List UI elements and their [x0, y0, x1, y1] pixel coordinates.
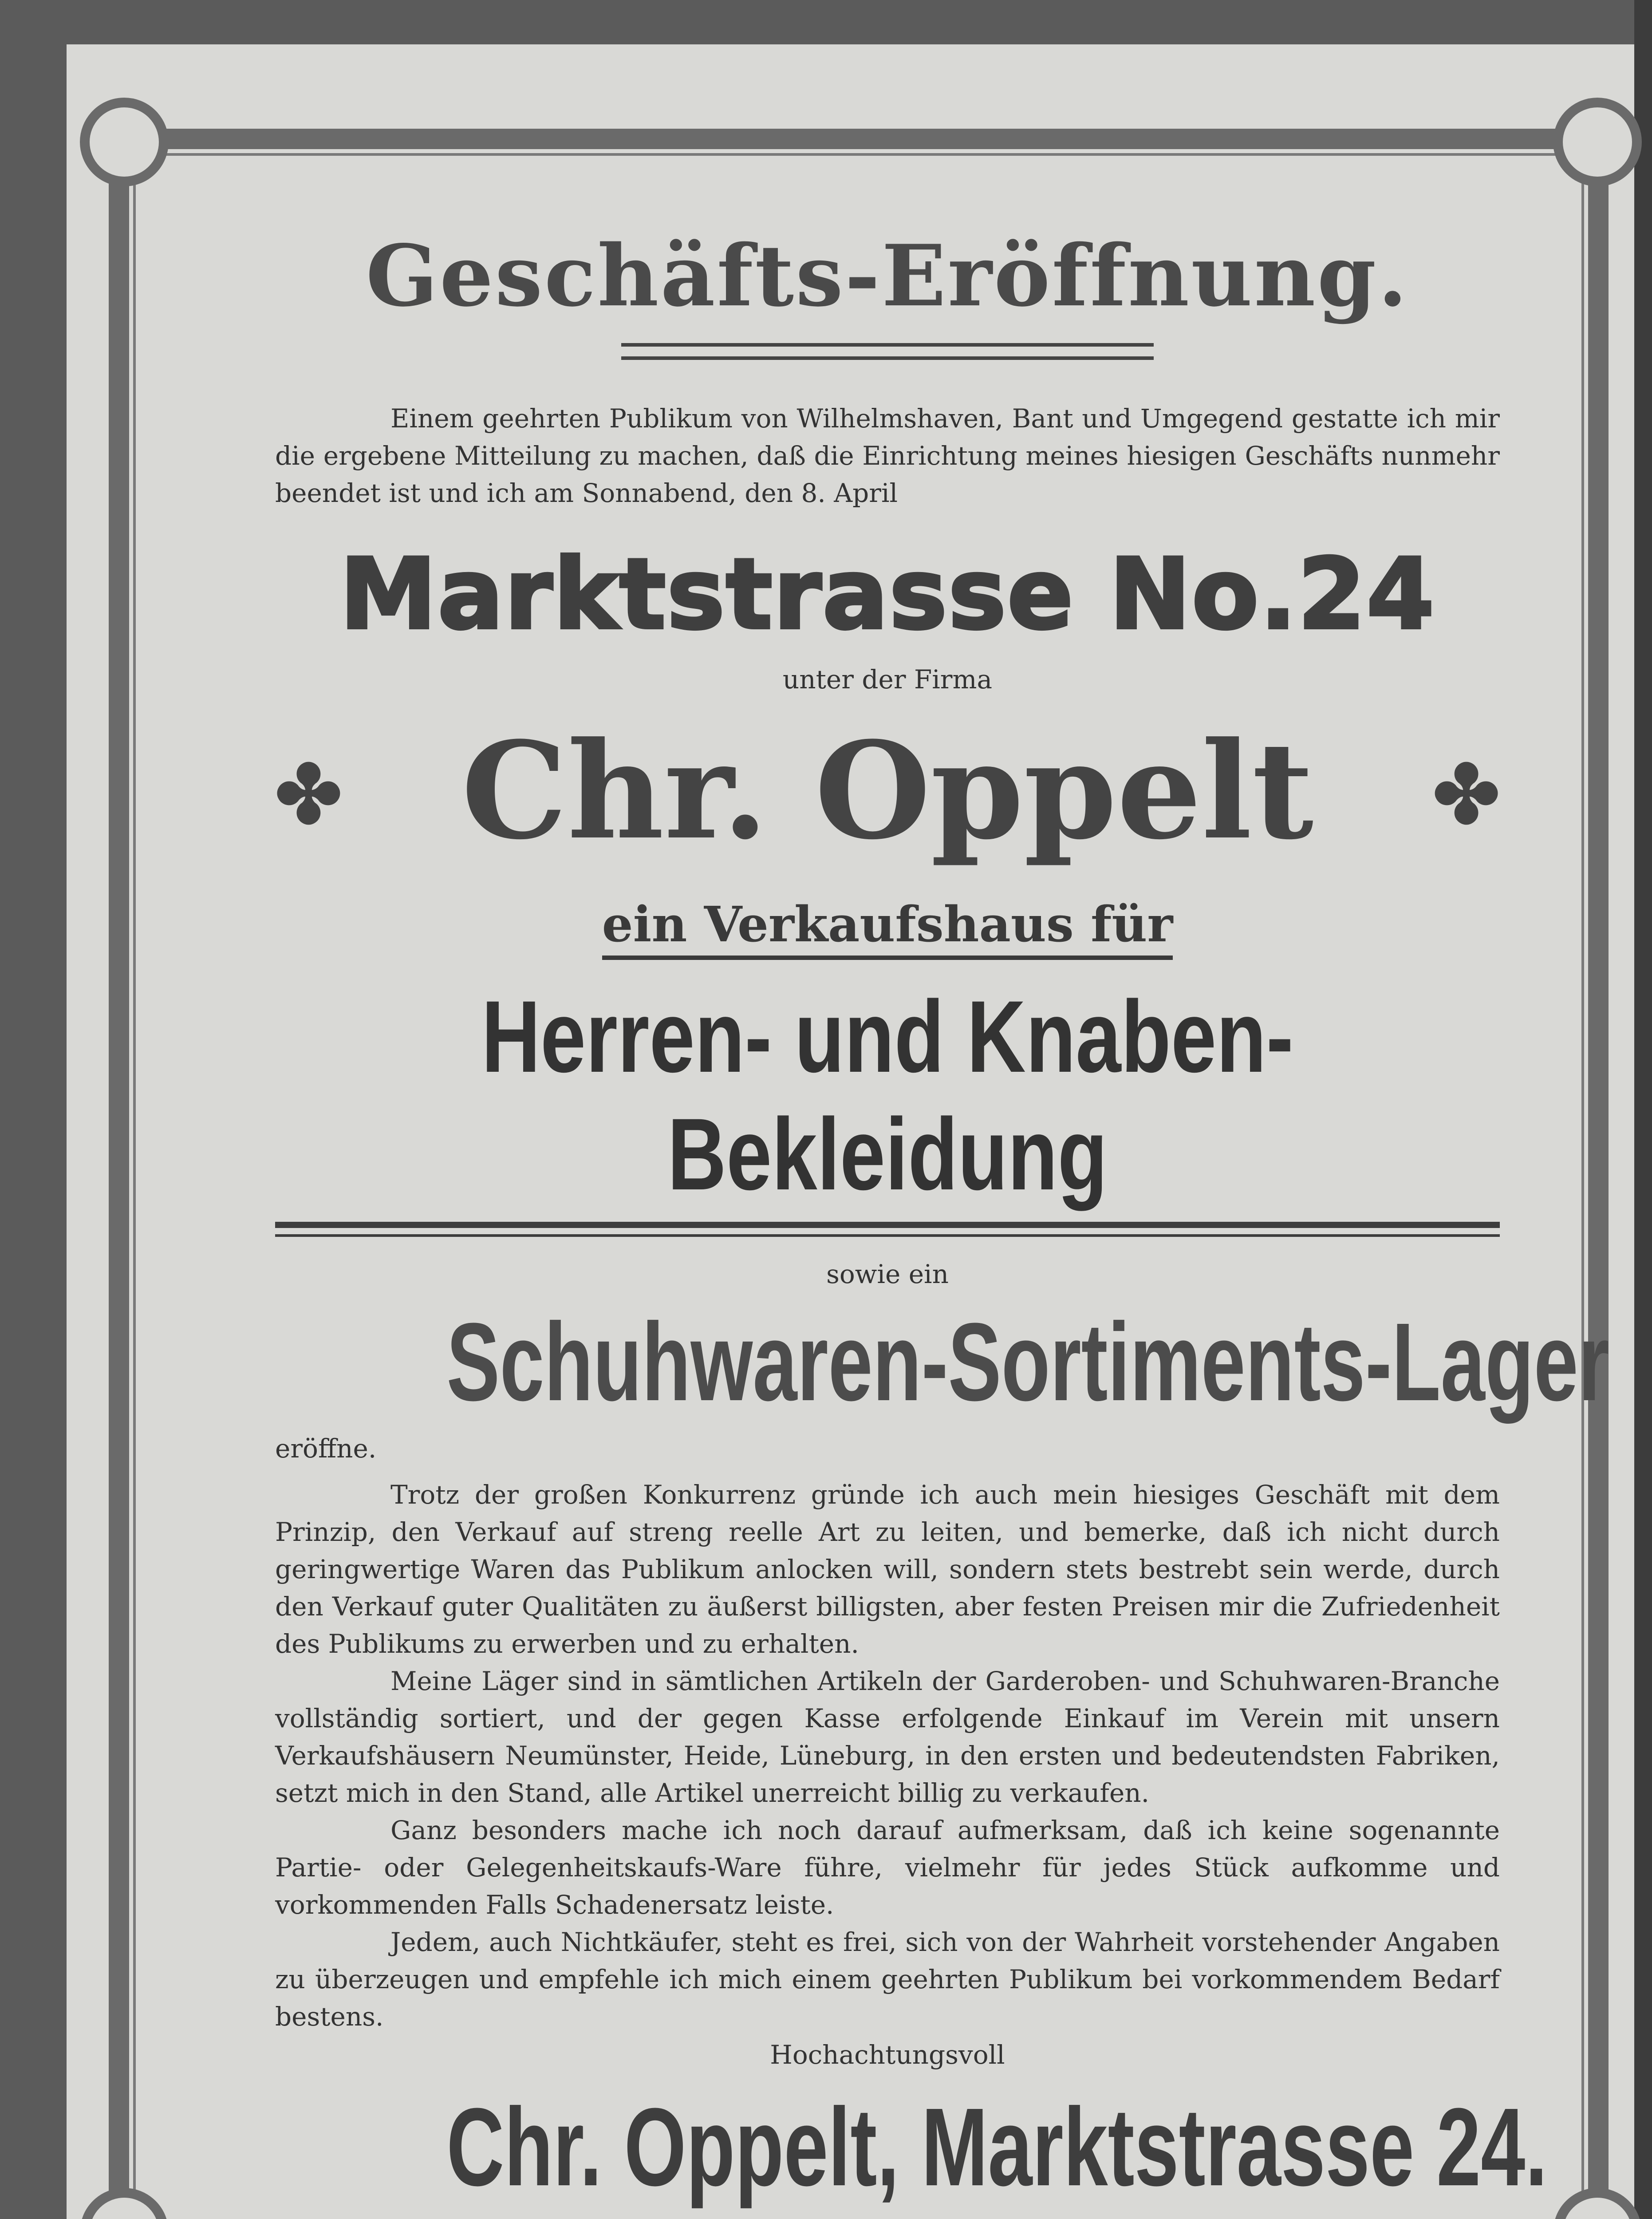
frame-corner-ornament	[1553, 98, 1642, 186]
clothing-heading: Herren- und Knaben-Bekleidung	[481, 979, 1293, 1211]
shoes-heading: Schuhwaren-Sortiments-Lager	[446, 1300, 1609, 1424]
title-rule	[621, 343, 1154, 360]
firm-name-block	[275, 712, 1500, 869]
clover-icon: ✤	[275, 748, 342, 841]
open-word: eröffne.	[275, 1433, 377, 1464]
firm-name: Chr. Oppelt	[461, 712, 1314, 869]
clothing-rule	[275, 1222, 1500, 1237]
intro-paragraph: Einem geehrten Publikum von Wilhelmshaven, Bant und Umgegend gestatte ich mir die ergebene Mitteilung zu machen, daß die Einrichtung meines hiesigen Geschäfts nunmehr beendet ist und ich am Sonnabend, den 8. April	[275, 403, 1500, 508]
paragraph-4: Jedem, auch Nichtkäufer, steht es frei, sich von der Wahrheit vorstehender Angaben zu überzeugen und empfehle ich mich einem geehrten Publikum bei vorkommendem Bedarf bestens.	[275, 1927, 1500, 2032]
paragraph-2: Meine Läger sind in sämtlichen Artikeln der Garderoben- und Schuhwaren-Branche vollständig sortiert, und der gegen Kasse erfolgende Einkauf im Verein mit unsern Verkaufshäusern Neumünster, Heide, Lüneburg, in den ersten und bedeutendsten Fabriken, setzt mich in den Stand, alle Artikel unerreicht billig zu verkaufen.	[275, 1666, 1500, 1808]
also-text: sowie ein	[826, 1259, 949, 1289]
ad-title: Geschäfts-Eröffnung.	[366, 226, 1409, 325]
scan-edge	[1634, 0, 1652, 2219]
sale-house-heading: ein Verkaufshaus für	[602, 896, 1173, 960]
frame-corner-ornament	[80, 98, 169, 186]
firm-label: unter der Firma	[782, 664, 993, 695]
clover-icon: ✤	[1433, 748, 1500, 841]
signature-heading: Chr. Oppelt, Marktstrasse 24.	[446, 2085, 1548, 2209]
advertisement	[275, 213, 1609, 2219]
paragraph-3: Ganz besonders mache ich noch darauf aufmerksam, daß ich keine sogenannte Partie- oder Gelegenheitskaufs-Ware führe, vielmehr für jedes Stück aufkomme und vorkommenden Falls Schadenersatz leiste.	[275, 1815, 1500, 1920]
paragraph-1: Trotz der großen Konkurrenz gründe ich auch mein hiesiges Geschäft mit dem Prinzip, den Verkauf auf streng reelle Art zu leiten, und bemerke, daß ich nicht durch geringwertige Waren das Publikum anlocken will, sondern stets bestrebt sein werde, durch den Verkauf guter Qualitäten zu äußerst billigsten, aber festen Preisen mir die Zufriedenheit des Publikums zu erwerben und zu erhalten.	[275, 1480, 1500, 1659]
address-heading: Marktstrasse No.24	[339, 537, 1435, 651]
closing-text: Hochachtungsvoll	[770, 2040, 1005, 2070]
